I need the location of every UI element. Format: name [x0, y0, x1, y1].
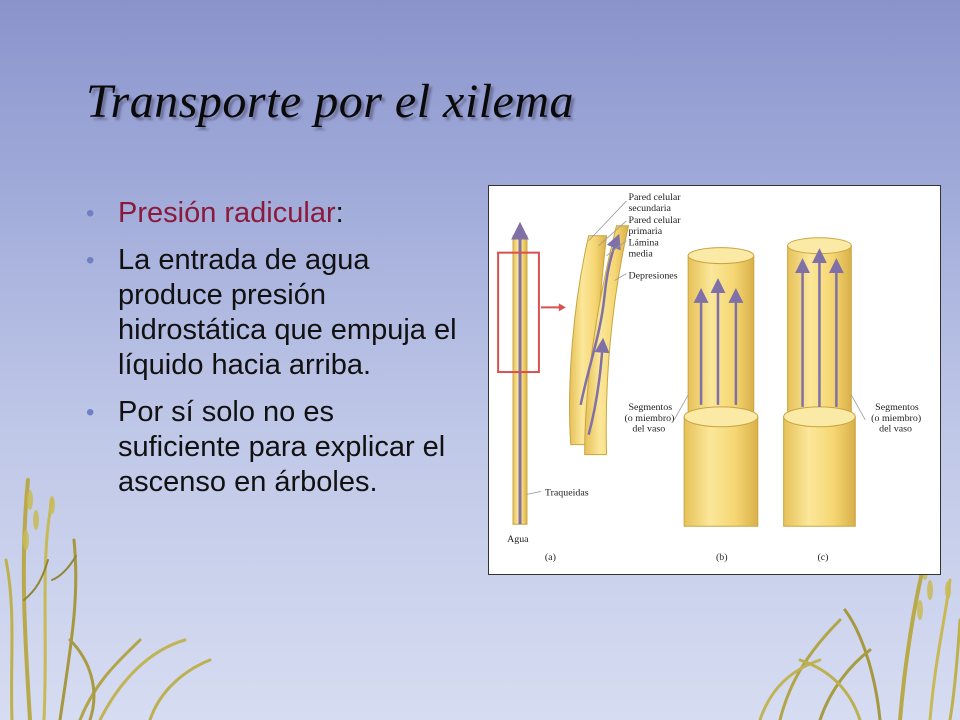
label-segmentos-left-2: (o miembro)	[624, 412, 675, 424]
label-pared-primaria-1: Pared celular	[628, 214, 681, 226]
bullet-item	[84, 243, 464, 383]
label-pared-secundaria-1: Pared celular	[628, 191, 681, 203]
slide-title: Transporte por el xilema	[86, 75, 574, 128]
label-depresiones: Depresiones	[628, 270, 678, 282]
bullet-list	[84, 196, 464, 512]
xylem-figure	[488, 185, 941, 575]
label-panel-b: (b)	[715, 552, 728, 564]
label-segmentos-right-1: Segmentos	[875, 401, 919, 413]
bullet-text: Por sí solo no es suficiente para explicar el ascenso en árboles.	[118, 396, 446, 498]
label-pared-secundaria-2: secundaria	[628, 202, 671, 214]
tracheid-zoom	[570, 226, 629, 455]
bullet-item	[84, 196, 464, 231]
label-segmentos-right-3: del vaso	[879, 423, 912, 435]
label-agua: Agua	[507, 534, 529, 546]
label-pared-primaria-2: primaria	[628, 225, 663, 237]
label-lamina-2: media	[628, 248, 653, 260]
label-panel-c: (c)	[817, 552, 829, 564]
bullet-highlight: Presión radicular	[118, 197, 336, 229]
bullet-glyph: •	[86, 247, 95, 274]
label-segmentos-left-1: Segmentos	[628, 401, 673, 413]
label-lamina-1: Lámina	[628, 237, 659, 249]
label-segmentos-right-2: (o miembro)	[871, 412, 922, 424]
label-panel-a: (a)	[544, 552, 556, 564]
bullet-glyph: •	[86, 399, 95, 426]
bullet-item	[84, 395, 464, 500]
bullet-text: :	[335, 197, 344, 229]
bullet-glyph: •	[86, 200, 95, 227]
vessel-panel-c	[784, 238, 856, 527]
xylem-diagram	[489, 186, 940, 574]
vessel-panel-b	[684, 248, 758, 527]
bullet-text: La entrada de agua produce presión hidrostática que empuja el líquido hacia arriba.	[118, 244, 457, 381]
label-segmentos-left-3: del vaso	[632, 423, 666, 435]
label-traqueidas: Traqueidas	[544, 487, 589, 499]
